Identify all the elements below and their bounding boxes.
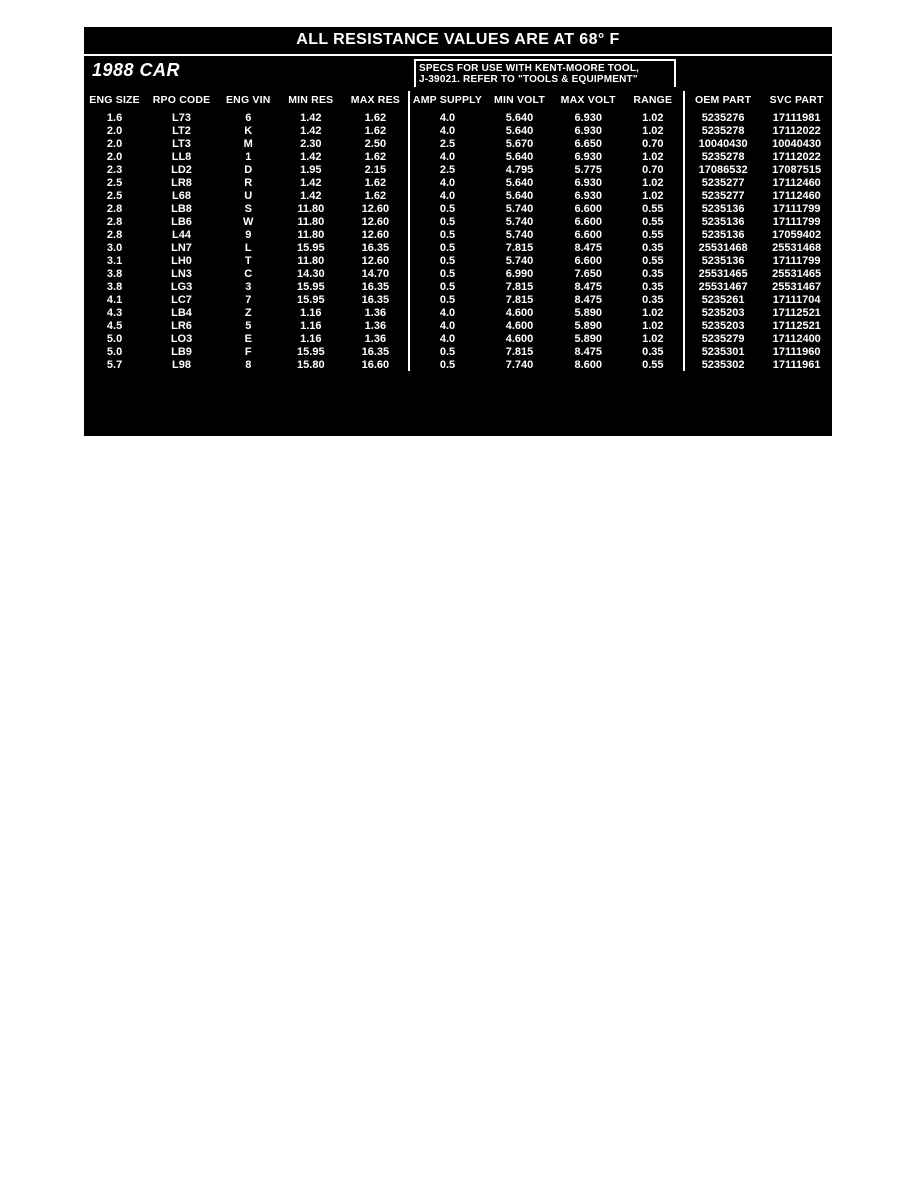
- cell-oem-part: 5235302: [701, 358, 745, 371]
- cell-oem-part: 5235136: [701, 202, 745, 215]
- cell-max-volt: 6.930: [574, 189, 602, 202]
- table-row: [84, 241, 832, 254]
- cell-max-res: 16.35: [361, 345, 390, 358]
- table-row: [84, 293, 832, 306]
- cell-min-volt: 7.815: [505, 241, 534, 254]
- cell-max-volt: 8.600: [574, 358, 602, 371]
- cell-max-res: 12.60: [361, 202, 390, 215]
- cell-oem-part: 17086532: [698, 163, 748, 176]
- cell-eng-vin: 3: [245, 280, 252, 293]
- cell-eng-vin: E: [244, 332, 252, 345]
- cell-eng-size: 2.0: [106, 124, 123, 137]
- cell-eng-vin: 8: [245, 358, 252, 371]
- cell-amp-supply: 0.5: [409, 280, 485, 293]
- cell-eng-size: 5.7: [106, 358, 123, 371]
- cell-svc-part: 25531468: [772, 241, 822, 254]
- cell-amp-supply: 0.5: [409, 267, 485, 280]
- cell-amp-supply: 4.0: [409, 189, 485, 202]
- cell-svc-part: 17087515: [772, 163, 822, 176]
- cell-eng-size: 2.0: [106, 137, 123, 150]
- cell-amp-supply: 2.5: [409, 137, 485, 150]
- cell-range: 0.35: [623, 267, 684, 280]
- table-row: [84, 111, 832, 124]
- cell-oem-part: 5235278: [701, 150, 745, 163]
- cell-min-volt: 5.640: [505, 176, 534, 189]
- cell-oem-part: 10040430: [698, 137, 748, 150]
- cell-min-volt: 7.740: [505, 358, 534, 371]
- cell-rpo-code: LT2: [172, 124, 191, 137]
- cell-eng-size: 2.5: [106, 189, 123, 202]
- cell-eng-vin: F: [244, 345, 252, 358]
- cell-rpo-code: LB6: [171, 215, 192, 228]
- cell-svc-part: 25531465: [772, 267, 822, 280]
- cell-rpo-code: LL8: [171, 150, 192, 163]
- cell-eng-vin: S: [244, 202, 252, 215]
- resistance-spec-table: [84, 91, 832, 371]
- cell-max-volt: 6.930: [574, 124, 602, 137]
- cell-eng-vin: D: [244, 163, 253, 176]
- cell-max-res: 12.60: [361, 228, 390, 241]
- cell-rpo-code: LT3: [172, 137, 191, 150]
- cell-amp-supply: 4.0: [409, 332, 485, 345]
- cell-min-volt: 7.815: [505, 293, 534, 306]
- column-header-amp-supply: AMP SUPPLY: [409, 91, 485, 111]
- cell-rpo-code: LB9: [171, 345, 192, 358]
- cell-oem-part: 5235276: [701, 111, 745, 124]
- cell-range: 1.02: [623, 111, 684, 124]
- cell-max-volt: 6.600: [574, 202, 602, 215]
- cell-oem-part: 5235136: [701, 228, 745, 241]
- cell-eng-size: 3.1: [106, 254, 123, 267]
- cell-svc-part: 17111799: [772, 202, 821, 215]
- column-header-rpo-code: RPO CODE: [152, 94, 211, 106]
- cell-rpo-code: LG3: [170, 280, 193, 293]
- cell-min-res: 14.30: [297, 267, 325, 280]
- page-title: ALL RESISTANCE VALUES ARE AT 68° F: [296, 31, 620, 48]
- cell-rpo-code: LB8: [171, 202, 192, 215]
- table-row: [84, 137, 832, 150]
- cell-min-volt: 5.640: [505, 189, 534, 202]
- cell-amp-supply: 4.0: [409, 124, 485, 137]
- cell-min-res: 1.95: [300, 163, 322, 176]
- cell-min-res: 15.95: [297, 345, 325, 358]
- cell-eng-vin: R: [244, 176, 253, 189]
- cell-min-res: 1.16: [300, 332, 322, 345]
- cell-amp-supply: 4.0: [409, 319, 485, 332]
- cell-range: 0.70: [623, 163, 684, 176]
- cell-max-volt: 5.775: [574, 163, 602, 176]
- cell-eng-size: 2.0: [106, 150, 123, 163]
- cell-rpo-code: LC7: [171, 293, 192, 306]
- cell-eng-vin: K: [244, 124, 253, 137]
- column-header-min-volt: MIN VOLT: [494, 94, 545, 106]
- column-header-eng-vin: ENG VIN: [225, 94, 271, 106]
- cell-eng-vin: T: [244, 254, 252, 267]
- cell-amp-supply: 0.5: [409, 202, 485, 215]
- table-row: [84, 150, 832, 163]
- column-header-max-volt: MAX VOLT: [560, 94, 616, 106]
- cell-range: 1.02: [623, 332, 684, 345]
- table-row: [84, 358, 832, 371]
- cell-max-volt: 5.890: [574, 319, 602, 332]
- cell-amp-supply: 2.5: [409, 163, 485, 176]
- table-header-row: [84, 91, 832, 111]
- cell-max-res: 1.62: [364, 150, 387, 163]
- cell-svc-part: 17111961: [772, 358, 821, 371]
- cell-max-res: 1.62: [364, 189, 387, 202]
- cell-min-res: 1.16: [300, 319, 322, 332]
- table-row: [84, 176, 832, 189]
- cell-amp-supply: 4.0: [409, 111, 485, 124]
- cell-max-volt: 8.475: [574, 241, 602, 254]
- table-row: [84, 254, 832, 267]
- cell-eng-vin: 9: [245, 228, 252, 241]
- cell-range: 0.55: [623, 228, 684, 241]
- specs-note-line-1: SPECS FOR USE WITH KENT-MOORE TOOL,: [419, 63, 640, 74]
- cell-min-res: 1.16: [300, 306, 322, 319]
- cell-eng-vin: 6: [245, 111, 252, 124]
- cell-rpo-code: LR6: [171, 319, 192, 332]
- cell-max-volt: 6.930: [574, 150, 602, 163]
- cell-min-volt: 5.740: [505, 228, 534, 241]
- cell-svc-part: 17112460: [772, 189, 821, 202]
- cell-svc-part: 17112400: [772, 332, 821, 345]
- cell-eng-size: 2.8: [106, 215, 123, 228]
- cell-min-volt: 4.600: [505, 306, 534, 319]
- table-row: [84, 332, 832, 345]
- column-header-max-res: MAX RES: [350, 94, 400, 106]
- cell-oem-part: 5235203: [701, 306, 745, 319]
- cell-min-volt: 5.640: [505, 124, 534, 137]
- cell-min-res: 1.42: [300, 111, 322, 124]
- column-header-oem-part: OEM PART: [694, 94, 752, 106]
- cell-eng-size: 4.3: [106, 306, 123, 319]
- cell-eng-size: 2.8: [106, 202, 123, 215]
- cell-eng-vin: 7: [245, 293, 252, 306]
- cell-range: 1.02: [623, 189, 684, 202]
- cell-svc-part: 17112521: [772, 306, 821, 319]
- cell-max-res: 1.62: [364, 124, 387, 137]
- cell-eng-vin: L: [244, 241, 252, 254]
- cell-min-volt: 4.600: [505, 332, 534, 345]
- cell-svc-part: 17111799: [772, 254, 821, 267]
- cell-eng-vin: Z: [244, 306, 252, 319]
- cell-max-res: 1.62: [364, 111, 387, 124]
- cell-eng-vin: 5: [245, 319, 252, 332]
- cell-range: 0.35: [623, 241, 684, 254]
- table-row: [84, 189, 832, 202]
- cell-min-volt: 5.640: [505, 150, 534, 163]
- cell-max-volt: 5.890: [574, 332, 602, 345]
- cell-amp-supply: 0.5: [409, 293, 485, 306]
- cell-svc-part: 10040430: [772, 137, 822, 150]
- table-row: [84, 124, 832, 137]
- cell-range: 0.35: [623, 280, 684, 293]
- cell-rpo-code: L68: [172, 189, 191, 202]
- cell-eng-size: 2.8: [106, 228, 123, 241]
- cell-amp-supply: 4.0: [409, 306, 485, 319]
- cell-amp-supply: 0.5: [409, 345, 485, 358]
- cell-range: 0.55: [623, 202, 684, 215]
- cell-min-res: 1.42: [300, 124, 322, 137]
- cell-max-res: 1.36: [364, 332, 387, 345]
- cell-oem-part: 5235278: [701, 124, 745, 137]
- cell-max-res: 16.60: [361, 358, 390, 371]
- cell-max-res: 16.35: [361, 241, 390, 254]
- cell-oem-part: 25531468: [698, 241, 748, 254]
- column-header-min-res: MIN RES: [288, 94, 334, 106]
- year-label: 1988 CAR: [92, 60, 181, 80]
- cell-min-res: 1.42: [300, 176, 322, 189]
- table-row: [84, 163, 832, 176]
- cell-min-res: 15.95: [297, 280, 325, 293]
- cell-max-res: 1.36: [364, 306, 387, 319]
- cell-min-res: 11.80: [297, 228, 325, 241]
- cell-svc-part: 17111981: [772, 111, 821, 124]
- cell-svc-part: 17059402: [772, 228, 822, 241]
- cell-range: 1.02: [623, 306, 684, 319]
- cell-min-res: 1.42: [300, 189, 322, 202]
- cell-oem-part: 5235277: [701, 189, 745, 202]
- table-row: [84, 202, 832, 215]
- table-row: [84, 306, 832, 319]
- cell-eng-vin: M: [243, 137, 253, 150]
- cell-min-volt: 5.670: [505, 137, 534, 150]
- cell-rpo-code: L44: [172, 228, 191, 241]
- column-header-range: RANGE: [623, 91, 684, 111]
- cell-amp-supply: 4.0: [409, 150, 485, 163]
- cell-rpo-code: LN3: [171, 267, 192, 280]
- cell-range: 0.70: [623, 137, 684, 150]
- cell-range: 0.35: [623, 293, 684, 306]
- cell-min-res: 1.42: [300, 150, 322, 163]
- cell-eng-size: 4.1: [106, 293, 123, 306]
- cell-oem-part: 5235261: [701, 293, 745, 306]
- cell-max-res: 16.35: [361, 280, 390, 293]
- cell-rpo-code: LH0: [171, 254, 192, 267]
- cell-min-res: 11.80: [297, 202, 325, 215]
- cell-eng-vin: 1: [245, 150, 252, 163]
- cell-min-volt: 7.815: [505, 345, 534, 358]
- spec-sheet: [84, 27, 832, 436]
- cell-eng-size: 5.0: [106, 332, 123, 345]
- cell-min-res: 11.80: [297, 254, 325, 267]
- cell-amp-supply: 0.5: [409, 254, 485, 267]
- cell-max-res: 1.62: [364, 176, 387, 189]
- cell-rpo-code: L73: [172, 111, 191, 124]
- cell-oem-part: 5235203: [701, 319, 745, 332]
- cell-rpo-code: LB4: [171, 306, 192, 319]
- specs-note: [414, 59, 676, 87]
- cell-oem-part: 5235136: [701, 254, 745, 267]
- cell-svc-part: 25531467: [772, 280, 822, 293]
- cell-rpo-code: LO3: [170, 332, 193, 345]
- cell-svc-part: 17111704: [772, 293, 821, 306]
- cell-min-volt: 5.740: [505, 254, 534, 267]
- cell-eng-size: 1.6: [106, 111, 123, 124]
- cell-min-res: 11.80: [297, 215, 325, 228]
- cell-min-volt: 5.640: [505, 111, 534, 124]
- cell-min-volt: 4.600: [505, 319, 534, 332]
- cell-max-volt: 6.600: [574, 254, 602, 267]
- cell-min-volt: 7.815: [505, 280, 534, 293]
- cell-oem-part: 5235279: [701, 332, 745, 345]
- cell-rpo-code: LR8: [171, 176, 192, 189]
- table-row: [84, 280, 832, 293]
- cell-min-volt: 4.795: [505, 163, 534, 176]
- cell-max-volt: 6.930: [574, 176, 602, 189]
- cell-min-res: 15.80: [297, 358, 325, 371]
- cell-eng-size: 3.0: [106, 241, 123, 254]
- cell-max-res: 12.60: [361, 215, 390, 228]
- cell-range: 1.02: [623, 176, 684, 189]
- column-header-eng-size: ENG SIZE: [89, 94, 140, 106]
- table-row: [84, 319, 832, 332]
- cell-range: 1.02: [623, 124, 684, 137]
- cell-amp-supply: 0.5: [409, 241, 485, 254]
- cell-svc-part: 17111799: [772, 215, 821, 228]
- column-header-svc-part: SVC PART: [769, 94, 824, 106]
- cell-svc-part: 17112022: [772, 150, 821, 163]
- cell-min-res: 15.95: [297, 293, 325, 306]
- cell-range: 0.35: [623, 345, 684, 358]
- table-row: [84, 215, 832, 228]
- cell-svc-part: 17112460: [772, 176, 821, 189]
- cell-eng-size: 4.5: [106, 319, 123, 332]
- cell-range: 0.55: [623, 254, 684, 267]
- cell-max-volt: 8.475: [574, 345, 602, 358]
- cell-max-res: 1.36: [364, 319, 387, 332]
- cell-eng-size: 3.8: [106, 280, 123, 293]
- table-row: [84, 228, 832, 241]
- cell-max-volt: 6.600: [574, 228, 602, 241]
- cell-max-volt: 8.475: [574, 280, 602, 293]
- cell-max-volt: 7.650: [574, 267, 602, 280]
- cell-oem-part: 25531467: [698, 280, 748, 293]
- table-row: [84, 267, 832, 280]
- cell-range: 0.55: [623, 358, 684, 371]
- cell-amp-supply: 0.5: [409, 215, 485, 228]
- cell-svc-part: 17112022: [772, 124, 821, 137]
- cell-max-res: 2.15: [364, 163, 387, 176]
- cell-max-volt: 6.600: [574, 215, 602, 228]
- cell-range: 1.02: [623, 319, 684, 332]
- cell-eng-size: 2.3: [106, 163, 123, 176]
- cell-eng-vin: U: [244, 189, 253, 202]
- cell-min-volt: 6.990: [505, 267, 534, 280]
- cell-min-volt: 5.740: [505, 202, 534, 215]
- cell-oem-part: 5235136: [701, 215, 745, 228]
- cell-max-volt: 6.930: [574, 111, 602, 124]
- cell-max-res: 2.50: [364, 137, 387, 150]
- cell-rpo-code: L98: [172, 358, 191, 371]
- cell-max-volt: 8.475: [574, 293, 602, 306]
- cell-max-res: 16.35: [361, 293, 390, 306]
- cell-min-volt: 5.740: [505, 215, 534, 228]
- cell-amp-supply: 4.0: [409, 176, 485, 189]
- cell-oem-part: 5235301: [701, 345, 745, 358]
- cell-min-res: 15.95: [297, 241, 325, 254]
- cell-max-res: 12.60: [361, 254, 390, 267]
- cell-max-volt: 6.650: [574, 137, 602, 150]
- cell-eng-vin: W: [243, 215, 254, 228]
- cell-min-res: 2.30: [300, 137, 322, 150]
- cell-range: 0.55: [623, 215, 684, 228]
- cell-max-res: 14.70: [361, 267, 390, 280]
- cell-eng-size: 2.5: [106, 176, 123, 189]
- cell-oem-part: 25531465: [698, 267, 748, 280]
- cell-svc-part: 17112521: [772, 319, 821, 332]
- cell-max-volt: 5.890: [574, 306, 602, 319]
- cell-eng-size: 5.0: [106, 345, 123, 358]
- cell-amp-supply: 0.5: [409, 228, 485, 241]
- cell-rpo-code: LD2: [171, 163, 192, 176]
- cell-oem-part: 5235277: [701, 176, 745, 189]
- specs-note-line-2: J-39021. REFER TO "TOOLS & EQUIPMENT": [419, 74, 638, 85]
- cell-eng-size: 3.8: [106, 267, 123, 280]
- table-body: [84, 111, 832, 371]
- cell-rpo-code: LN7: [171, 241, 192, 254]
- cell-svc-part: 17111960: [772, 345, 821, 358]
- cell-range: 1.02: [623, 150, 684, 163]
- table-row: [84, 345, 832, 358]
- title-divider: [84, 54, 832, 56]
- cell-eng-vin: C: [244, 267, 253, 280]
- cell-amp-supply: 0.5: [409, 358, 485, 371]
